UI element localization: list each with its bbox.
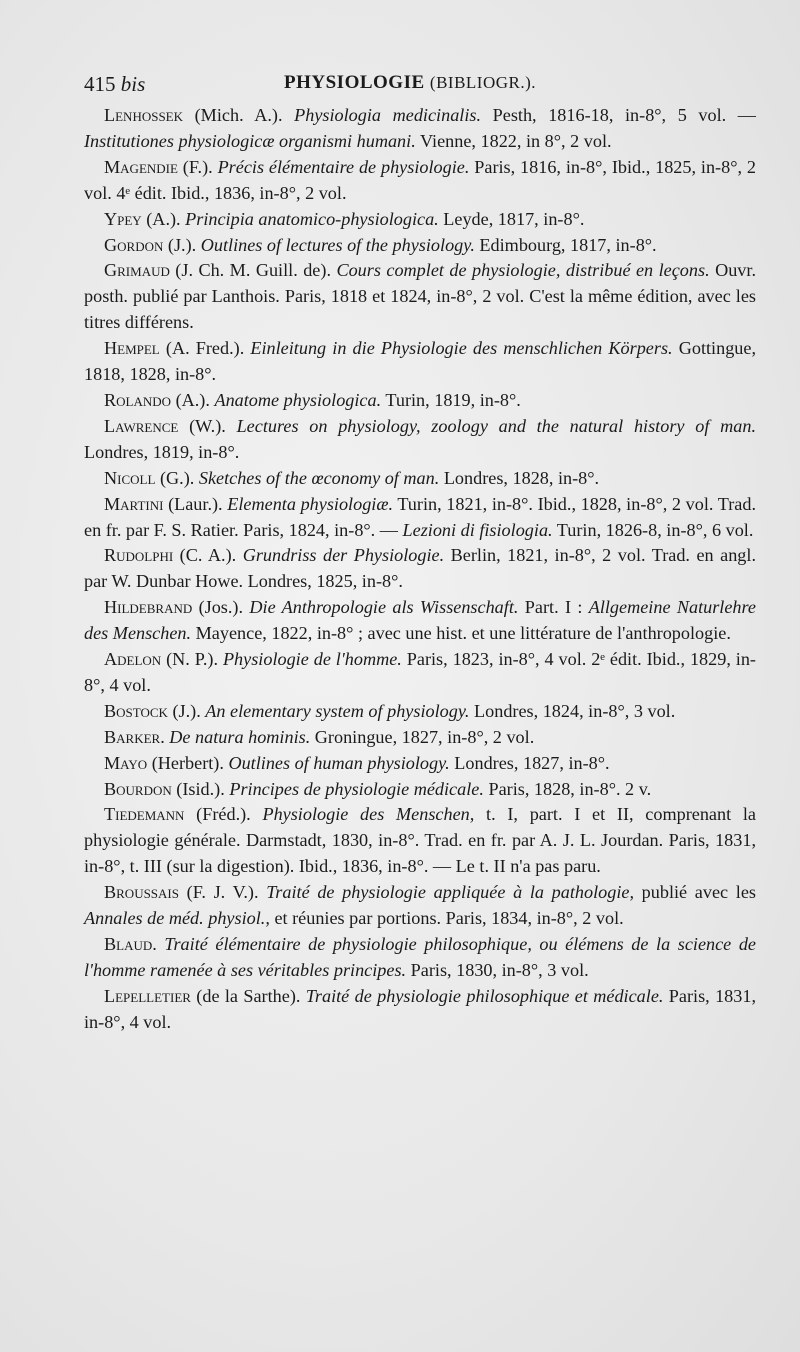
entry-text: (F. J. V.). — [179, 882, 267, 903]
entry-text: t. I, part. I et II, comprenant la physiologie générale. Darmstadt, 1830, in-8°. Trad. en fr. par A. J. L. Jourdan. Paris, 1831, in-8°, t. III (sur la digestion). Ibid., 1836, in-8°. — Le t. II n'a pas paru. — [84, 804, 757, 877]
entry-text: Londres, 1828, in-8°. — [439, 467, 600, 488]
entry-author: Broussais — [104, 882, 179, 903]
entry-text: Paris, 1816, in-8°, Ibid., 1825, in-8°, 2 vol. 4ᵉ édit. Ibid., 1836, in-8°, 2 vol. — [84, 156, 756, 203]
entry-text: Berlin, 1821, in-8°, 2 vol. Trad. en angl. par W. Dunbar Howe. Londres, 1825, in-8°. — [84, 545, 756, 592]
entry-text: Pesth, 1816-18, in-8°, 5 vol. — — [481, 105, 756, 125]
running-head — [84, 72, 764, 100]
page-number — [84, 72, 145, 97]
bibliography-entry — [84, 725, 756, 751]
entry-text: (A.). — [171, 389, 215, 410]
entry-text: Turin, 1826-8, in-8°, 6 vol. — [552, 519, 754, 540]
entry-title: Physiologie des Menschen, — [262, 804, 475, 825]
entry-author: Bostock — [104, 700, 168, 721]
entry-title: Sketches of the œconomy of man. — [198, 467, 440, 488]
entry-text: (J. Ch. M. Guill. de). — [169, 260, 337, 281]
entry-author: Grimaud — [104, 260, 170, 281]
entry-author: Lenhossek — [104, 105, 184, 125]
entry-text: (F.). — [177, 156, 218, 177]
bibliography-list — [84, 103, 756, 1036]
entry-author: Lepelletier — [104, 985, 191, 1006]
entry-text: Mayence, 1822, in-8° ; avec une hist. et une littérature de l'anthropologie. — [191, 623, 731, 644]
entry-text: (Fréd.). — [184, 804, 263, 825]
entry-author: Blaud — [104, 934, 153, 954]
bibliography-entry — [84, 258, 756, 336]
entry-author: Rudolphi — [104, 545, 174, 566]
entry-text: (A. Fred.). — [159, 338, 251, 359]
bibliography-entry — [84, 207, 756, 233]
entry-text: publié avec les — [634, 882, 756, 903]
entry-text: (N. P.). — [161, 649, 223, 670]
page-number-value: 415 — [84, 72, 116, 96]
entry-author: Magendie — [104, 156, 178, 177]
entry-text: Vienne, 1822, in 8°, 2 vol. — [415, 130, 612, 151]
entry-title: Traité de physiologie philosophique et médicale. — [305, 985, 664, 1006]
entry-title: Einleitung in die Physiologie des menschlichen Körpers. — [250, 338, 673, 359]
entry-text: (C. A.). — [173, 545, 243, 566]
entry-title: Précis élémentaire de physiologie. — [217, 156, 470, 177]
entry-text: Londres, 1824, in-8°, 3 vol. — [469, 700, 676, 721]
entry-text: Turin, 1821, in-8°. Ibid., 1828, in-8°, 2 vol. Trad. en fr. par F. S. Ratier. Paris, 1824, in-8°. — — [84, 493, 756, 540]
entry-text: (J.). — [167, 700, 206, 721]
bibliography-entry — [84, 751, 756, 777]
entry-title: Institutiones physiologicæ organismi humani. — [84, 130, 416, 151]
entry-text: Paris, 1830, in-8°, 3 vol. — [406, 959, 589, 980]
entry-text: Turin, 1819, in-8°. — [381, 389, 521, 410]
bibliography-entry — [84, 984, 756, 1036]
entry-text: Leyde, 1817, in-8°. — [438, 208, 585, 229]
entry-text: Edimbourg, 1817, in-8°. — [474, 234, 657, 255]
bibliography-entry — [84, 414, 756, 466]
bibliography-entry — [84, 466, 756, 492]
entry-text: Londres, 1827, in-8°. — [449, 752, 610, 773]
entry-author: Bourdon — [104, 778, 172, 799]
entry-title: Principia anatomico-physiologica. — [185, 208, 439, 229]
entry-title: Anatome physiologica. — [214, 389, 382, 410]
entry-title: Lezioni di fisiologia. — [402, 519, 553, 540]
entry-text: Paris, 1828, in-8°. 2 v. — [483, 778, 652, 799]
entry-text: (W.). — [178, 415, 237, 436]
entry-text: Paris, 1823, in-8°, 4 vol. 2ᵉ édit. Ibid., 1829, in-8°, 4 vol. — [84, 649, 756, 695]
entry-author: Lawrence — [104, 415, 179, 436]
bibliography-entry — [84, 699, 756, 725]
entry-title: Physiologia medicinalis. — [294, 105, 482, 125]
bibliography-entry — [84, 802, 756, 880]
entry-author: Gordon — [104, 234, 164, 255]
entry-title: Physiologie de l'homme. — [222, 649, 402, 670]
entry-text: Gottingue, 1818, 1828, in-8°. — [84, 338, 756, 385]
bibliography-entry — [84, 336, 756, 388]
entry-title: De natura hominis. — [169, 726, 311, 747]
entry-title: Cours complet de physiologie, distribué en leçons. — [336, 260, 710, 281]
title-subtitle: (BIBLIOGR.). — [429, 73, 537, 92]
entry-author: Hempel — [104, 338, 160, 359]
entry-author: Nicoll — [104, 467, 156, 488]
entry-text: (Jos.). — [192, 597, 250, 618]
entry-text: (Herbert). — [147, 752, 229, 773]
entry-text: . — [160, 726, 170, 747]
entry-title: Outlines of human physiology. — [228, 752, 450, 773]
entry-title: Grundriss der Physiologie. — [242, 545, 445, 566]
entry-text: (Mich. A.). — [183, 105, 295, 125]
entry-text: Part. I : — [518, 597, 589, 618]
entry-title: An elementary system of physiology. — [205, 700, 470, 721]
entry-text: Ouvr. posth. publié par Lanthois. Paris, 1818 et 1824, in-8°, 2 vol. C'est la même édition, avec les titres différens. — [84, 260, 756, 333]
entry-text: Paris, 1831, in-8°, 4 vol. — [84, 985, 757, 1032]
entry-author: Rolando — [104, 389, 172, 410]
entry-title: Lectures on physiology, zoology and the natural history of man. — [236, 415, 757, 436]
bibliography-entry — [84, 103, 756, 155]
entry-title: Elementa physiologiæ. — [227, 493, 394, 514]
entry-title: Die Anthropologie als Wissenschaft. — [249, 597, 519, 618]
entry-text: (J.). — [163, 234, 201, 255]
bibliography-entry — [84, 777, 756, 803]
entry-author: Hildebrand — [104, 597, 193, 618]
entry-author: Adelon — [104, 649, 162, 670]
entry-text: Londres, 1819, in-8°. — [84, 441, 240, 462]
page-title — [284, 72, 536, 94]
entry-title: Traité élémentaire de physiologie philosophique, ou élémens de la science de l'homme ramenée à ses véritables principes. — [84, 934, 756, 980]
entry-author: Ypey — [104, 208, 142, 229]
entry-text: (G.). — [155, 467, 199, 488]
bibliography-entry — [84, 595, 756, 647]
bibliography-entry — [84, 647, 756, 699]
entry-author: Martini — [104, 493, 164, 514]
bibliography-entry — [84, 233, 756, 259]
bibliography-entry — [84, 492, 756, 544]
entry-author: Tiedemann — [104, 804, 185, 825]
title-main: PHYSIOLOGIE — [284, 72, 425, 93]
entry-text: . — [152, 934, 165, 954]
bibliography-entry — [84, 388, 756, 414]
entry-title: Annales de méd. physiol., — [84, 908, 270, 929]
entry-title: Outlines of lectures of the physiology. — [200, 234, 475, 255]
bibliography-entry — [84, 155, 756, 207]
entry-text: (de la Sarthe). — [190, 985, 306, 1006]
entry-author: Mayo — [104, 752, 148, 773]
entry-text: Groningue, 1827, in-8°, 2 vol. — [310, 726, 535, 747]
entry-author: Barker — [104, 726, 161, 747]
entry-text: (A.). — [141, 208, 186, 229]
bibliography-entry — [84, 880, 756, 932]
entry-title: Principes de physiologie médicale. — [229, 778, 484, 799]
bibliography-entry — [84, 932, 756, 984]
page-suffix: bis — [120, 72, 146, 96]
entry-title: Allgemeine Naturlehre des Menschen. — [84, 597, 756, 644]
entry-title: Traité de physiologie appliquée à la pathologie, — [266, 882, 634, 903]
entry-text: et réunies par portions. Paris, 1834, in-8°, 2 vol. — [269, 908, 624, 929]
bibliography-entry — [84, 543, 756, 595]
entry-text: (Laur.). — [163, 493, 228, 514]
entry-text: (Isid.). — [171, 778, 230, 799]
